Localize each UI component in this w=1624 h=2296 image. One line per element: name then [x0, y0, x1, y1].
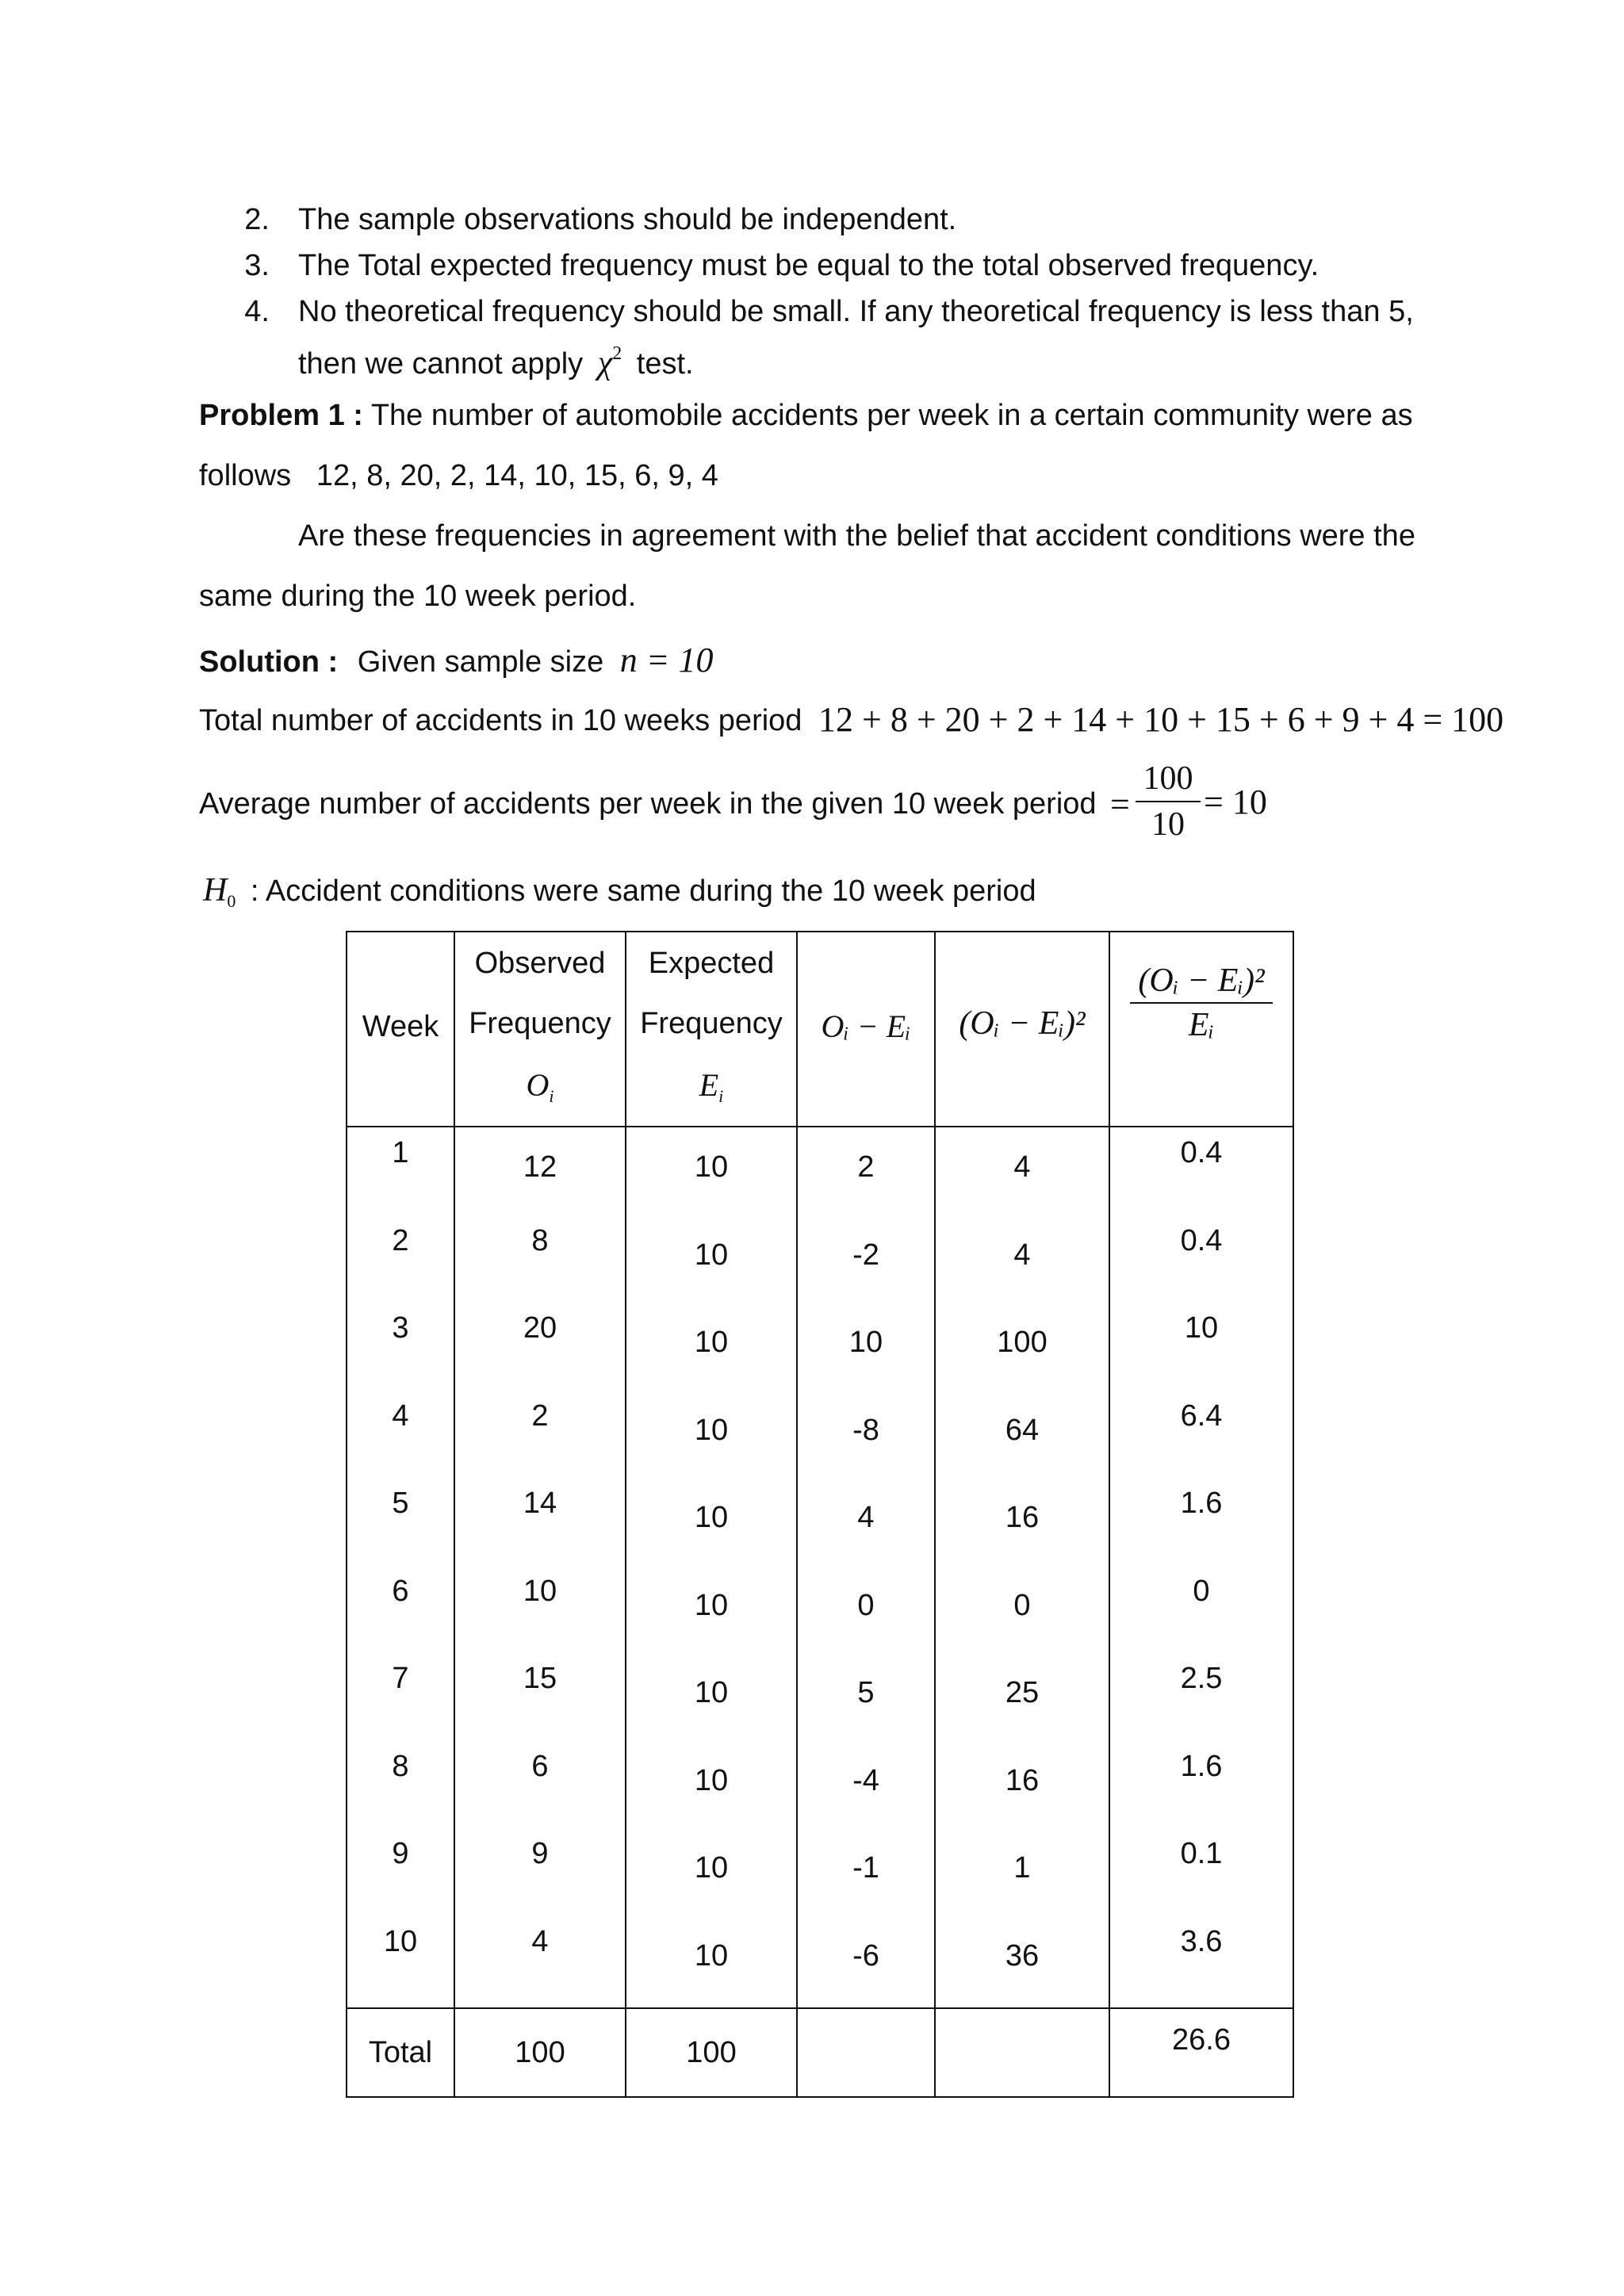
- expected-cell: 10: [694, 1150, 729, 1184]
- ratio-column: [1109, 1127, 1293, 2008]
- header-squared-difference: (Oᵢ − Eᵢ)²: [935, 932, 1109, 1127]
- expected-cell: 10: [694, 1764, 729, 1797]
- expected-cell: 10: [694, 1501, 729, 1534]
- observed-column: [454, 1127, 626, 2008]
- expected-cell: 10: [694, 1676, 729, 1709]
- week-cell: 4: [392, 1399, 409, 1433]
- ratio-bar: [1130, 1002, 1273, 1004]
- expected-cell: 10: [694, 1326, 729, 1359]
- fraction-bar: [1136, 801, 1201, 802]
- total-difference-empty: [797, 2008, 935, 2097]
- ratio-cell: 0.4: [1180, 1224, 1223, 1257]
- problem-label: Problem 1 :: [199, 399, 363, 432]
- list-number: 4.: [244, 295, 270, 328]
- difference-column: [797, 1127, 935, 2008]
- table-header-row: [347, 932, 1293, 1127]
- week-cell: 7: [392, 1662, 409, 1695]
- observed-cell: 6: [531, 1750, 549, 1783]
- list-number: 3.: [244, 249, 270, 282]
- difference-cell: 0: [857, 1589, 875, 1622]
- observed-cell: 14: [523, 1487, 557, 1520]
- total-squared-empty: [935, 2008, 1109, 2097]
- ratio-cell: 6.4: [1180, 1399, 1223, 1433]
- average-text: Average number of accidents per week in the given 10 week period: [199, 787, 1097, 821]
- week-cell: 8: [392, 1750, 409, 1783]
- squared-cell: 16: [1005, 1764, 1040, 1797]
- expected-column: [626, 1127, 797, 2008]
- list-text: The sample observations should be independent.: [298, 203, 957, 236]
- average-result: = 10: [1204, 783, 1267, 821]
- average-fraction: [1136, 760, 1201, 844]
- expected-cell: 10: [694, 1238, 729, 1272]
- total-accidents-text: Total number of accidents in 10 weeks period: [199, 704, 802, 737]
- difference-cell: -1: [852, 1851, 879, 1885]
- squared-cell: 64: [1005, 1414, 1040, 1447]
- difference-cell: 10: [848, 1326, 883, 1359]
- ratio-cell: 1.6: [1180, 1750, 1223, 1783]
- solution-label: Solution :: [199, 645, 339, 679]
- total-observed: 100: [454, 2008, 626, 2097]
- problem-line-2: follows 12, 8, 20, 2, 14, 10, 15, 6, 9, 4: [199, 459, 718, 492]
- problem-line-1: Problem 1 : The number of automobile accidents per week in a certain community were as: [199, 399, 1413, 432]
- frequency-table: [346, 931, 1294, 2098]
- week-cell: 10: [383, 1925, 418, 1958]
- total-expected: 100: [626, 2008, 797, 2097]
- ratio-numerator: (Oᵢ − Eᵢ)²: [1138, 962, 1265, 999]
- header-week: Week: [347, 932, 454, 1127]
- null-hypothesis: $H_0$ : Accident conditions were same during the 10 week period: [203, 872, 1036, 911]
- squared-column: [935, 1127, 1109, 2008]
- ratio-cell: 3.6: [1180, 1925, 1223, 1958]
- squared-cell: 0: [1013, 1589, 1031, 1622]
- week-cell: 3: [392, 1311, 409, 1345]
- observed-cell: 2: [531, 1399, 549, 1433]
- ratio-cell: 0: [1193, 1575, 1210, 1608]
- observed-cell: 4: [531, 1925, 549, 1958]
- h-symbol: H: [203, 872, 228, 909]
- observed-cell: 15: [523, 1662, 557, 1695]
- header-observed-symbol: O: [526, 1067, 550, 1103]
- observed-cell: 20: [523, 1311, 557, 1345]
- ratio-cell: 0.4: [1180, 1136, 1223, 1169]
- week-cell: 2: [392, 1224, 409, 1257]
- squared-cell: 4: [1013, 1150, 1031, 1184]
- week-cell: 1: [392, 1136, 409, 1169]
- week-column: [347, 1127, 454, 2008]
- header-expected-symbol: E: [699, 1067, 719, 1103]
- average-equals: =: [1110, 785, 1130, 824]
- ratio-cell: 10: [1184, 1311, 1219, 1345]
- table-body-row: [347, 1127, 1293, 2008]
- difference-cell: -4: [852, 1764, 879, 1797]
- ratio-cell: 2.5: [1180, 1662, 1223, 1695]
- header-expected: Expected Frequency $E_i$: [626, 932, 797, 1127]
- list-number: 2.: [244, 203, 270, 236]
- squared-cell: 25: [1005, 1676, 1040, 1709]
- total-accidents-equation: 12 + 8 + 20 + 2 + 14 + 10 + 15 + 6 + 9 + 4 = 100: [818, 700, 1504, 739]
- observed-cell: 10: [523, 1575, 557, 1608]
- header-chi-ratio: [1109, 932, 1293, 1127]
- observed-cell: 9: [531, 1837, 549, 1870]
- difference-cell: -8: [852, 1414, 879, 1447]
- observed-cell: 12: [523, 1150, 557, 1184]
- ratio-cell: 0.1: [1180, 1837, 1223, 1870]
- difference-cell: 4: [857, 1501, 875, 1534]
- fraction-denominator: 10: [1151, 806, 1185, 843]
- difference-cell: -2: [852, 1238, 879, 1272]
- list-continuation: then we cannot apply $\chi^2$ test.: [298, 343, 694, 381]
- total-label: Total: [347, 2008, 454, 2097]
- squared-cell: 1: [1013, 1851, 1031, 1885]
- problem-line-4: same during the 10 week period.: [199, 580, 637, 613]
- week-cell: 5: [392, 1487, 409, 1520]
- expected-cell: 10: [694, 1589, 729, 1622]
- squared-cell: 100: [997, 1326, 1048, 1359]
- squared-cell: 4: [1013, 1238, 1031, 1272]
- week-cell: 6: [392, 1575, 409, 1608]
- expected-cell: 10: [694, 1851, 729, 1885]
- chi-symbol: χ: [597, 345, 613, 381]
- sample-size-equation: n = 10: [619, 641, 714, 679]
- squared-cell: 16: [1005, 1501, 1040, 1534]
- fraction-numerator: 100: [1143, 760, 1193, 797]
- squared-cell: 36: [1005, 1939, 1040, 1973]
- difference-cell: 2: [857, 1150, 875, 1184]
- difference-cell: -6: [852, 1939, 879, 1973]
- solution-line: Solution : Given sample size n = 10: [199, 641, 714, 679]
- table-total-row: [347, 2008, 1293, 2097]
- list-text: The Total expected frequency must be equal to the total observed frequency.: [298, 249, 1320, 282]
- ratio-cell: 1.6: [1180, 1487, 1223, 1520]
- difference-cell: 5: [857, 1676, 875, 1709]
- total-ratio: 26.6: [1109, 2008, 1293, 2097]
- week-cell: 9: [392, 1837, 409, 1870]
- ratio-denominator: Eᵢ: [1188, 1007, 1215, 1043]
- header-difference: Oᵢ − Eᵢ: [797, 932, 935, 1127]
- expected-cell: 10: [694, 1939, 729, 1973]
- list-text: No theoretical frequency should be small. If any theoretical frequency is less than 5,: [298, 295, 1414, 328]
- header-observed: Observed Frequency $O_i$: [454, 932, 626, 1127]
- expected-cell: 10: [694, 1414, 729, 1447]
- problem-line-3: Are these frequencies in agreement with the belief that accident conditions were the: [298, 519, 1415, 553]
- observed-cell: 8: [531, 1224, 549, 1257]
